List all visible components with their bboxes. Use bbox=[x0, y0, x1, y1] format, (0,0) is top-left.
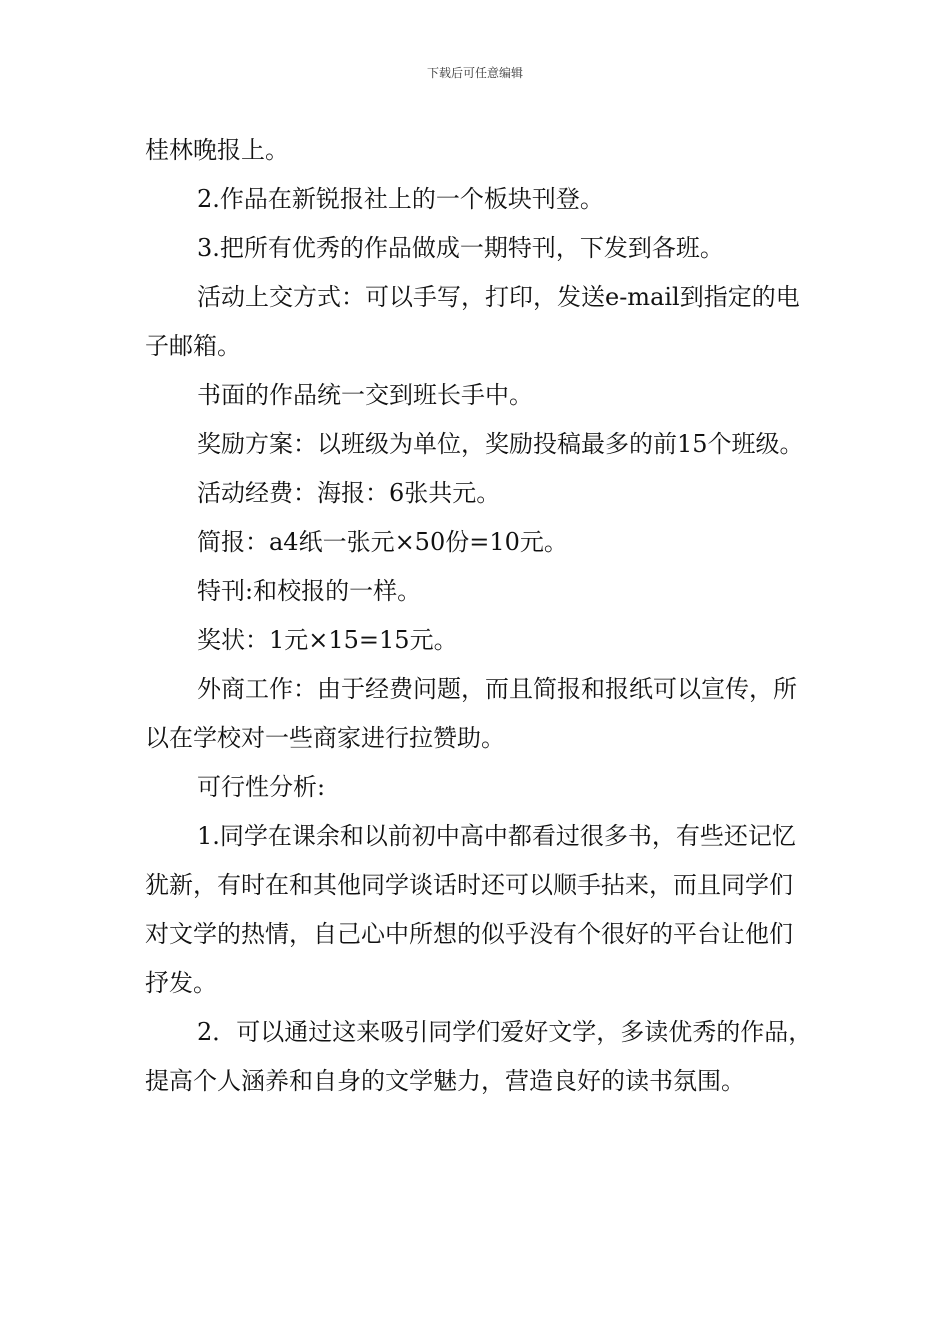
paragraph: 奖励方案：以班级为单位，奖励投稿最多的前15个班级。 bbox=[197, 430, 804, 458]
paragraph: 可行性分析: bbox=[197, 773, 326, 801]
paragraph: 书面的作品统一交到班长手中。 bbox=[197, 381, 533, 409]
paragraph: 特刊:和校报的一样。 bbox=[197, 577, 422, 605]
paragraph: 活动经费：海报：6张共元。 bbox=[197, 479, 501, 507]
paragraph: 2.作品在新锐报社上的一个板块刊登。 bbox=[197, 185, 604, 213]
paragraph: 简报：a4纸一张元×50份=10元。 bbox=[197, 528, 568, 556]
paragraph: 奖状：1元×15=15元。 bbox=[197, 626, 458, 654]
paragraph: 桂林晚报上。 bbox=[145, 136, 289, 164]
paragraph: 外商工作：由于经费问题，而且简报和报纸可以宣传，所以在学校对一些商家进行拉赞助。 bbox=[145, 675, 797, 752]
paragraph: 活动上交方式：可以手写，打印，发送e-mail到指定的电子邮箱。 bbox=[145, 283, 800, 360]
paragraph: 2．可以通过这来吸引同学们爱好文学，多读优秀的作品，提高个人涵养和自身的文学魅力，营造良好的读书氛围。 bbox=[145, 1018, 813, 1095]
paragraph: 1.同学在课余和以前初中高中都看过很多书，有些还记忆犹新，有时在和其他同学谈话时还可以顺手拈来，而且同学们对文学的热情，自己心中所想的似乎没有个很好的平台让他们抒发。 bbox=[145, 822, 796, 997]
document-body bbox=[145, 126, 815, 1106]
page-header: 下载后可任意编辑 bbox=[426, 66, 523, 80]
paragraph: 3.把所有优秀的作品做成一期特刊，下发到各班。 bbox=[197, 234, 724, 262]
